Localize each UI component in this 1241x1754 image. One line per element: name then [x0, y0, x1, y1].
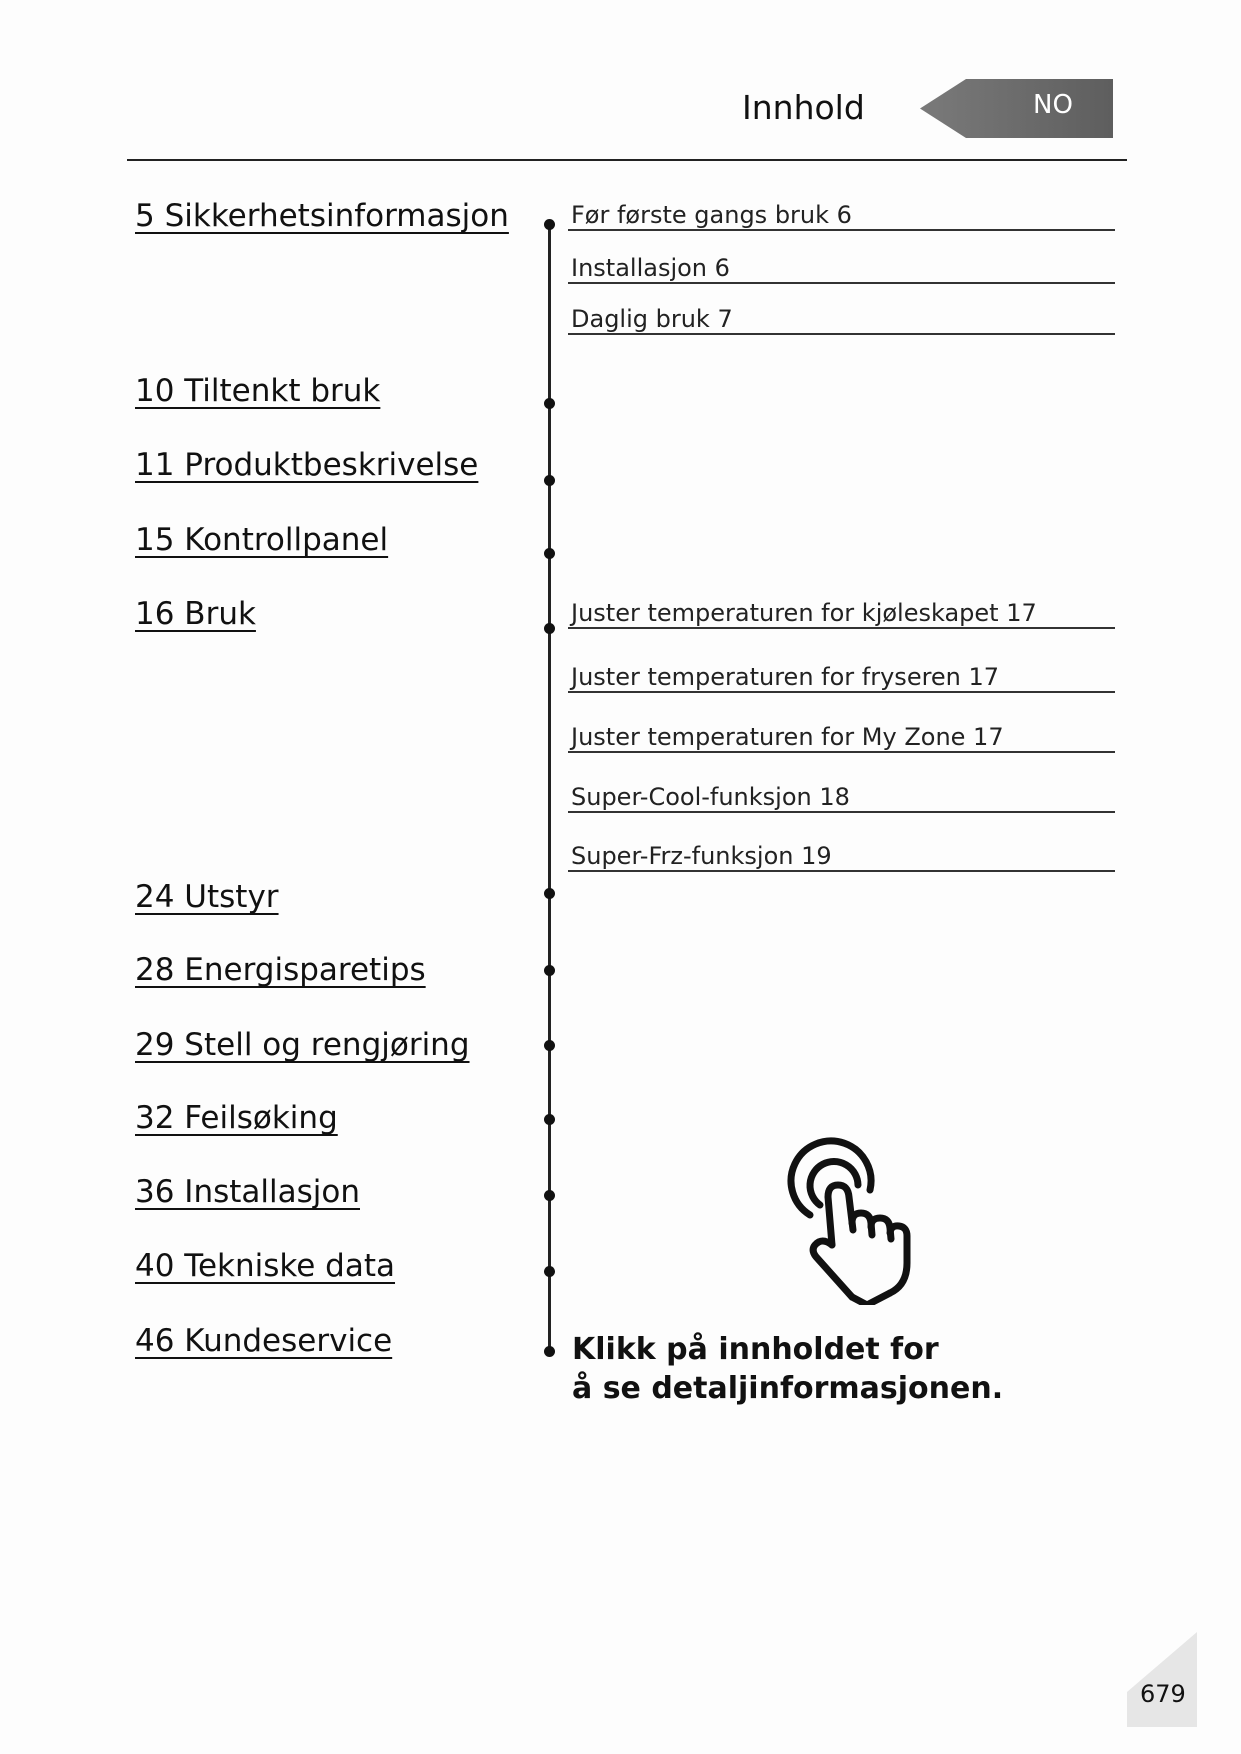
toc-item-energisparetips[interactable]: 28 Energisparetips — [135, 952, 426, 988]
toc-item-sikkerhetsinformasjon[interactable]: 5 Sikkerhetsinformasjon — [135, 198, 509, 234]
toc-item-bruk[interactable]: 16 Bruk — [135, 596, 256, 632]
toc-item-utstyr[interactable]: 24 Utstyr — [135, 879, 279, 915]
sub-item-label: Juster temperaturen for kjøleskapet 17 — [571, 599, 1037, 627]
language-tab-shape — [920, 79, 1113, 138]
header-divider — [127, 159, 1127, 161]
sub-item-juster-my-zone[interactable] — [568, 723, 1115, 753]
language-tab — [920, 79, 1113, 138]
timeline-dot — [544, 398, 555, 409]
sub-item-label: Juster temperaturen for My Zone 17 — [571, 723, 1004, 751]
timeline-dot — [544, 1040, 555, 1051]
toc-item-stell-og-rengjoring[interactable]: 29 Stell og rengjøring — [135, 1027, 470, 1063]
instruction-text — [572, 1330, 1003, 1408]
toc-item-tiltenkt-bruk[interactable]: 10 Tiltenkt bruk — [135, 373, 381, 409]
timeline-dot — [544, 219, 555, 230]
sub-item-super-frz[interactable] — [568, 842, 1115, 872]
page-title: Innhold — [742, 88, 865, 127]
sub-item-label: Super-Cool-funksjon 18 — [571, 783, 850, 811]
sub-item-juster-fryseren[interactable] — [568, 663, 1115, 693]
toc-item-tekniske-data[interactable]: 40 Tekniske data — [135, 1248, 396, 1284]
sub-item-juster-kjoleskapet[interactable] — [568, 599, 1115, 629]
sub-item-label: Daglig bruk 7 — [571, 305, 733, 333]
timeline-dot — [544, 475, 555, 486]
sub-item-rule — [568, 627, 1115, 629]
sub-item-daglig-bruk[interactable] — [568, 305, 1115, 335]
page-number: 679 — [1140, 1680, 1186, 1708]
sub-item-label: Juster temperaturen for fryseren 17 — [571, 663, 1000, 691]
sub-item-rule — [568, 870, 1115, 872]
sub-item-rule — [568, 811, 1115, 813]
timeline-dot — [544, 548, 555, 559]
timeline-dot — [544, 965, 555, 976]
sub-item-rule — [568, 282, 1115, 284]
sub-item-label: Super-Frz-funksjon 19 — [571, 842, 832, 870]
timeline-dot — [544, 623, 555, 634]
sub-item-rule — [568, 333, 1115, 335]
timeline-line — [548, 225, 551, 1352]
sub-item-for-forste-gangs-bruk[interactable] — [568, 201, 1115, 231]
timeline-dot — [544, 1190, 555, 1201]
sub-item-installasjon[interactable] — [568, 254, 1115, 284]
timeline-dot — [544, 1114, 555, 1125]
toc-item-kundeservice[interactable]: 46 Kundeservice — [135, 1323, 393, 1359]
sub-item-label: Før første gangs bruk 6 — [571, 201, 852, 229]
instruction-line-1: Klikk på innholdet for — [572, 1332, 939, 1367]
toc-item-kontrollpanel[interactable]: 15 Kontrollpanel — [135, 522, 389, 558]
instruction-line-2: å se detaljinformasjonen. — [572, 1371, 1004, 1406]
language-label: NO — [1033, 90, 1073, 120]
sub-item-super-cool[interactable] — [568, 783, 1115, 813]
timeline-dot — [544, 1266, 555, 1277]
sub-item-rule — [568, 691, 1115, 693]
sub-item-rule — [568, 229, 1115, 231]
tap-hand-icon — [770, 1135, 920, 1305]
sub-item-rule — [568, 751, 1115, 753]
toc-item-feilsoking[interactable]: 32 Feilsøking — [135, 1100, 338, 1136]
timeline-dot — [544, 888, 555, 899]
sub-item-label: Installasjon 6 — [571, 254, 730, 282]
toc-item-installasjon[interactable]: 36 Installasjon — [135, 1174, 360, 1210]
toc-item-produktbeskrivelse[interactable]: 11 Produktbeskrivelse — [135, 447, 479, 483]
timeline-dot — [544, 1346, 555, 1357]
